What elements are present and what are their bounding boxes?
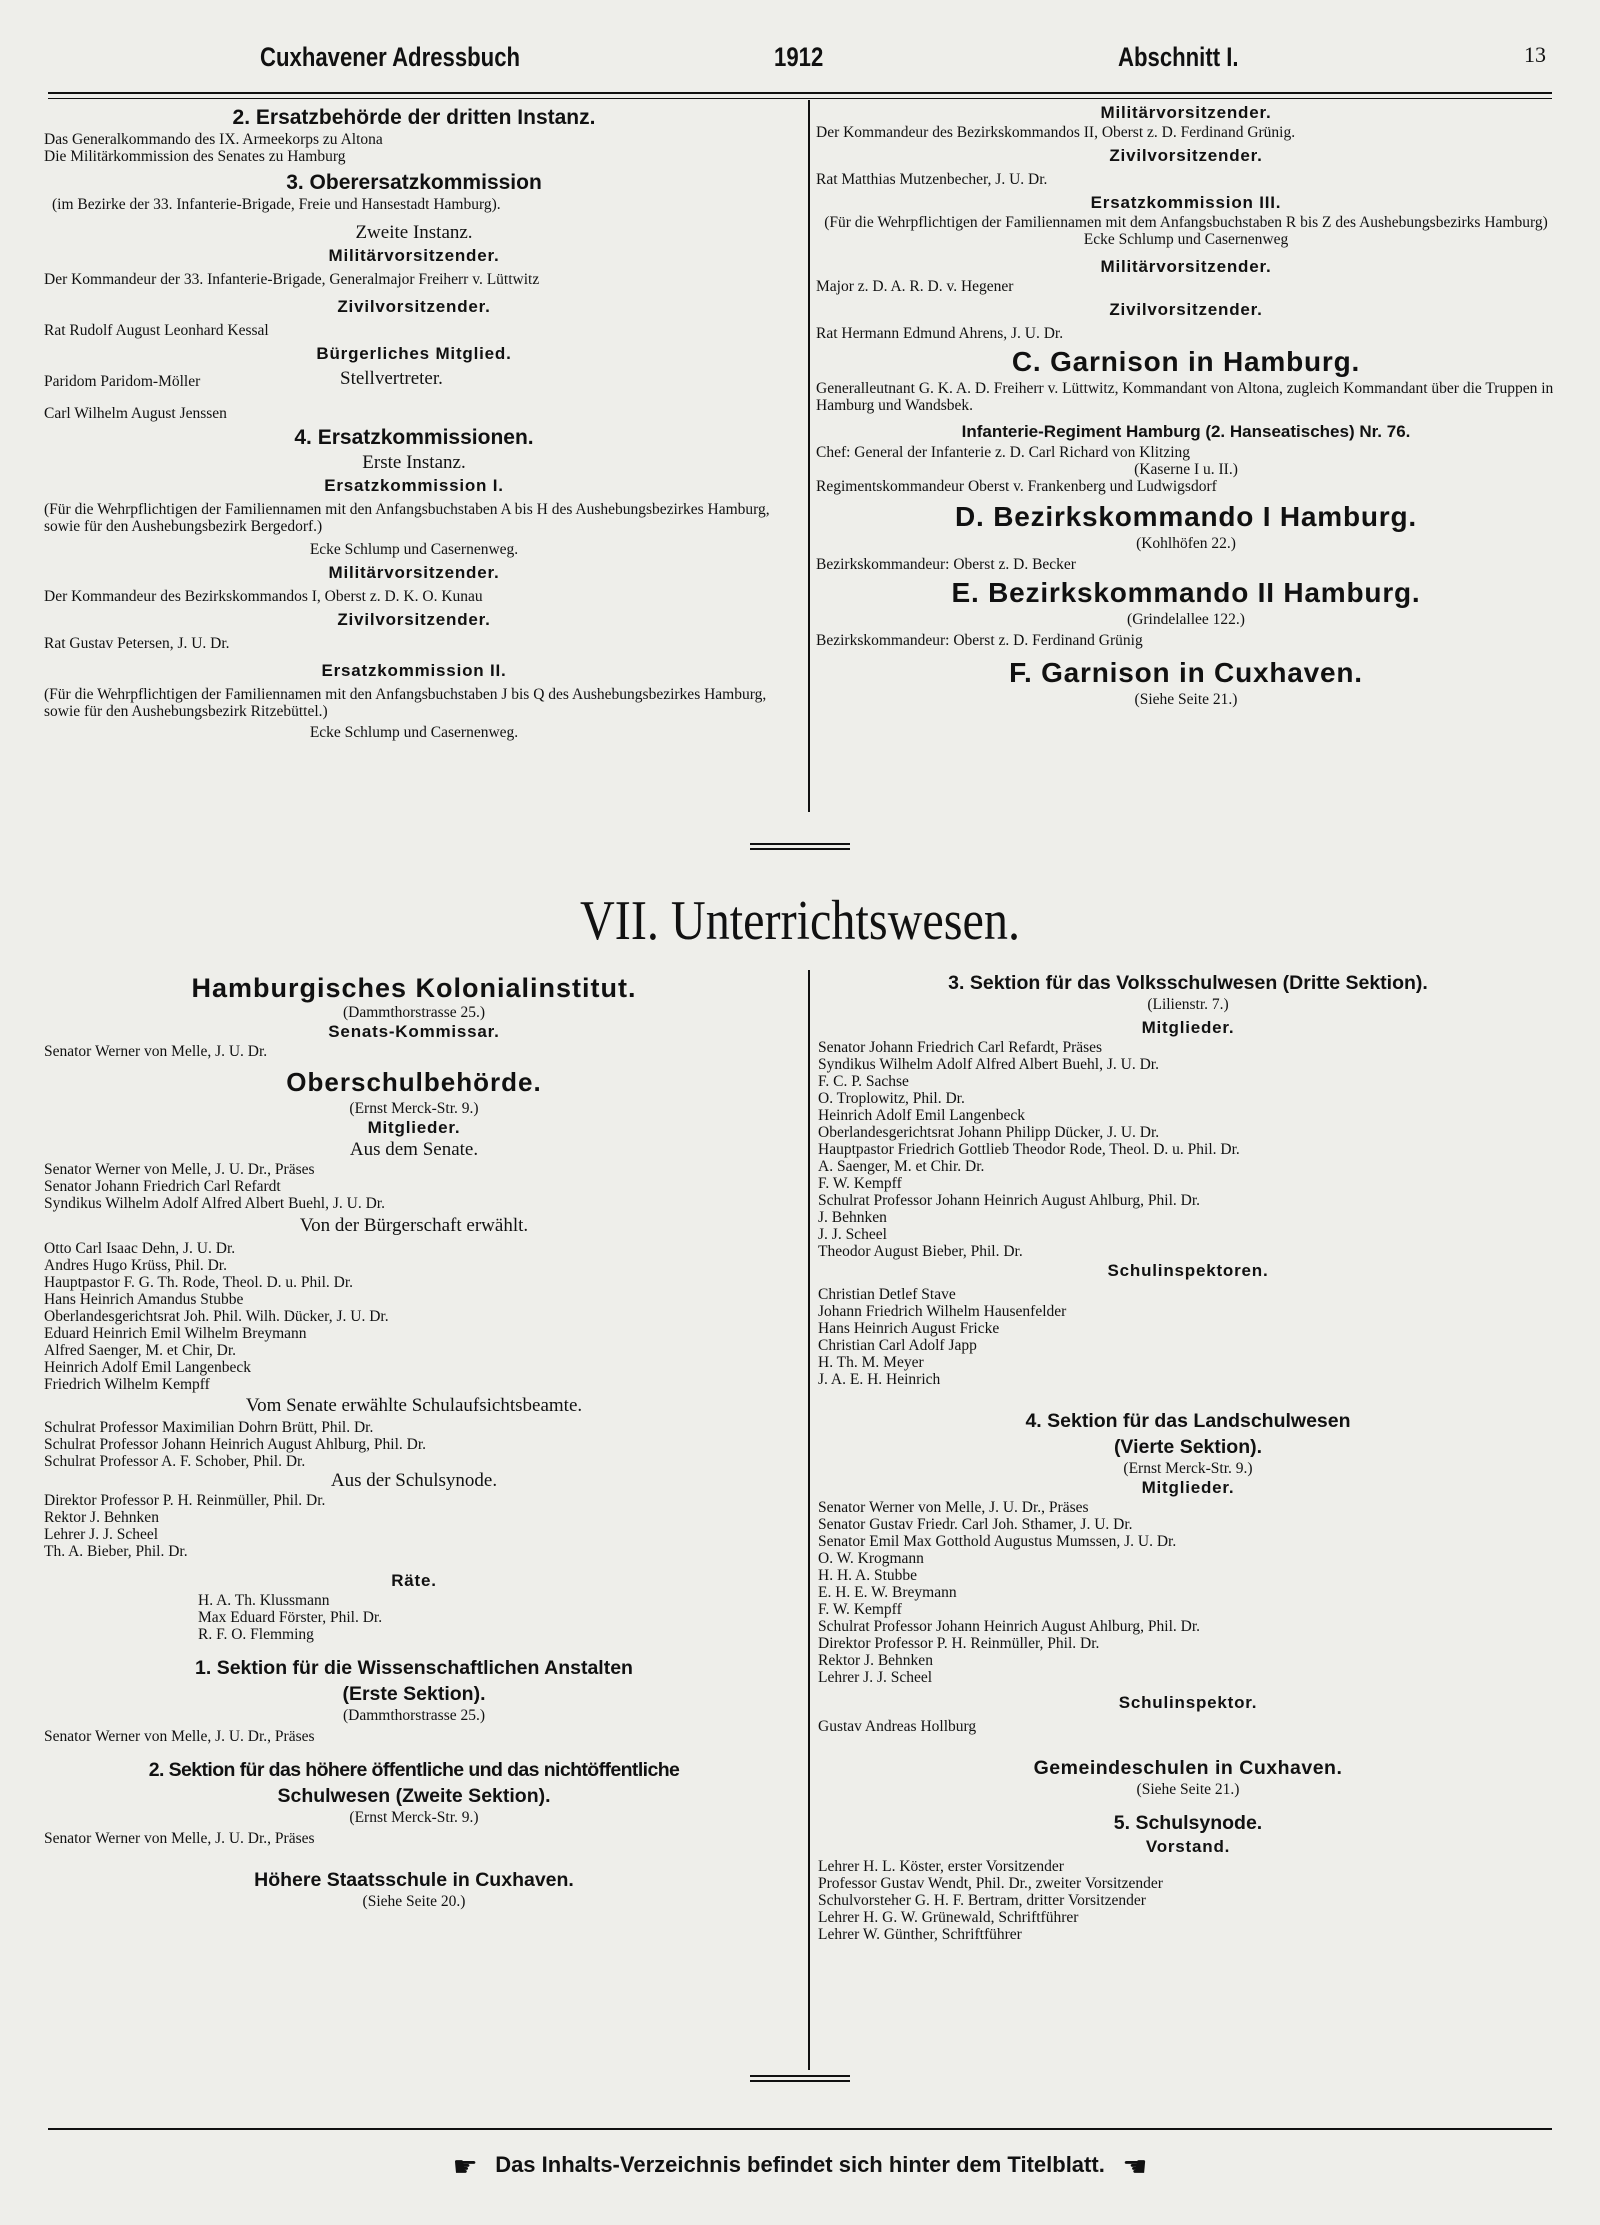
left-column-military <box>44 104 784 741</box>
list-item: F. C. P. Sachse <box>818 1073 909 1090</box>
subheading-schulaufsichtsbeamte: Vom Senate erwählte Schulaufsichtsbeamte. <box>245 1395 583 1416</box>
text-line: Ecke Schlump und Casernenweg. <box>309 541 519 558</box>
label-zivilvorsitzender: Zivilvorsitzender. <box>337 297 491 316</box>
list-item: Schulrat Professor Maximilian Dohrn Brütt, Phil. Dr. <box>44 1419 374 1436</box>
label-vorstand: Vorstand. <box>1145 1837 1231 1856</box>
column-divider-bottom <box>808 970 810 2070</box>
list-item: Hauptpastor Friedrich Gottlieb Theodor Rode, Theol. D. u. Phil. Dr. <box>818 1141 1240 1158</box>
header-rule <box>48 92 1552 94</box>
label-mitglieder: Mitglieder. <box>367 1118 461 1137</box>
heading-sektion-4-sub: (Vierte Sektion). <box>1113 1436 1263 1458</box>
label-ersatzkommission-1: Ersatzkommission I. <box>324 476 504 495</box>
heading-infanterie-regiment: Infanterie-Regiment Hamburg (2. Hanseatisches) Nr. 76. <box>961 422 1411 441</box>
label-ersatzkommission-2: Ersatzkommission II. <box>321 661 507 680</box>
heading-gemeindeschulen: Gemeindeschulen in Cuxhaven. <box>1033 1757 1343 1779</box>
list-item: Senator Gustav Friedr. Carl Joh. Sthamer, J. U. Dr. <box>818 1516 1133 1533</box>
list-item: Heinrich Adolf Emil Langenbeck <box>44 1359 252 1376</box>
label-buergerliches-mitglied: Bürgerliches Mitglied. <box>316 344 512 363</box>
list-item: Hans Heinrich Amandus Stubbe <box>44 1291 244 1308</box>
heading-kolonialinstitut: Hamburgisches Kolonialinstitut. <box>191 973 637 1003</box>
header-rule-thin <box>48 98 1552 99</box>
text-line: Bezirkskommandeur: Oberst z. D. Becker <box>816 556 1076 573</box>
text-line: (Kaserne I u. II.) <box>1134 461 1238 478</box>
label-militaervorsitzender: Militärvorsitzender. <box>328 563 500 582</box>
heading-sektion-2: 2. Sektion für das höhere öffentliche und das nichtöffentliche <box>148 1759 680 1781</box>
header-book-title: Cuxhavener Adressbuch <box>260 42 521 72</box>
pointing-hand-right-icon: ☛ <box>452 2152 478 2183</box>
heading-sektion-1: 1. Sektion für die Wissenschaftlichen Anstalten <box>195 1657 633 1679</box>
text-line: Rat Hermann Edmund Ahrens, J. U. Dr. <box>816 325 1064 342</box>
text-line: Das Generalkommando des IX. Armeekorps zu Altona <box>44 131 383 148</box>
label-stellvertreter: Stellvertreter. <box>340 368 443 389</box>
label-zivilvorsitzender: Zivilvorsitzender. <box>1109 300 1263 319</box>
label-senats-kommissar: Senats-Kommissar. <box>328 1022 500 1041</box>
label-zivilvorsitzender: Zivilvorsitzender. <box>1109 146 1263 165</box>
section-separator <box>750 843 850 850</box>
list-senate <box>44 1161 784 1212</box>
heading-oberschulbehoerde: Oberschulbehörde. <box>286 1067 542 1097</box>
list-item: Lehrer H. L. Köster, erster Vorsitzender <box>818 1858 1064 1875</box>
text-line: (Lilienstr. 7.) <box>1147 996 1229 1013</box>
heading-garnison-cuxhaven: F. Garnison in Cuxhaven. <box>1009 657 1363 688</box>
text-line: Ecke Schlump und Casernenweg <box>1083 231 1289 248</box>
label-mitglieder: Mitglieder. <box>1141 1018 1235 1037</box>
text-line: (Ernst Merck-Str. 9.) <box>349 1809 479 1826</box>
list-item: J. Behnken <box>818 1209 887 1226</box>
subheading-schulsynode: Aus der Schulsynode. <box>330 1470 498 1491</box>
footer-text: Das Inhalts-Verzeichnis befindet sich hinter dem Titelblatt. <box>495 2152 1105 2178</box>
text-line: Der Kommandeur des Bezirkskommandos I, Oberst z. D. K. O. Kunau <box>44 588 483 605</box>
label-militaervorsitzender: Militärvorsitzender. <box>1100 257 1272 276</box>
list-item: Direktor Professor P. H. Reinmüller, Phil. Dr. <box>44 1492 326 1509</box>
column-divider-top <box>808 100 810 812</box>
list-mitglieder-sektion-3 <box>818 1039 1558 1260</box>
label-militaervorsitzender: Militärvorsitzender. <box>1100 103 1272 122</box>
list-item: Senator Emil Max Gotthold Augustus Mumssen, J. U. Dr. <box>818 1533 1177 1550</box>
text-line: Der Kommandeur des Bezirkskommandos II, Oberst z. D. Ferdinand Grünig. <box>816 124 1296 141</box>
list-item: J. A. E. H. Heinrich <box>818 1371 941 1388</box>
heading-oberersatzkommission: 3. Oberersatzkommission <box>286 171 542 194</box>
text-line: Die Militärkommission des Senates zu Hamburg <box>44 148 346 165</box>
list-item: Andres Hugo Krüss, Phil. Dr. <box>44 1257 227 1274</box>
text-line: Senator Werner von Melle, J. U. Dr., Präses <box>44 1728 315 1745</box>
subheading-zweite-instanz: Zweite Instanz. <box>355 222 473 243</box>
subheading-aus-dem-senate: Aus dem Senate. <box>349 1139 479 1160</box>
right-column-education <box>818 970 1558 1943</box>
list-item: Heinrich Adolf Emil Langenbeck <box>818 1107 1026 1124</box>
heading-garnison-hamburg: C. Garnison in Hamburg. <box>1011 346 1361 377</box>
heading-schulsynode: 5. Schulsynode. <box>1113 1812 1263 1834</box>
list-item: Lehrer J. J. Scheel <box>818 1669 933 1686</box>
list-buergerschaft <box>44 1240 784 1393</box>
list-item: Rektor J. Behnken <box>818 1652 933 1669</box>
text-line: (Siehe Seite 21.) <box>1134 691 1238 708</box>
list-item: Schulrat Professor A. F. Schober, Phil. Dr. <box>44 1453 306 1470</box>
label-schulinspektor: Schulinspektor. <box>1118 1693 1258 1712</box>
chapter-title: VII. Unterrichtswesen. <box>580 890 1020 952</box>
list-item: R. F. O. Flemming <box>198 1626 314 1643</box>
list-item: Rektor J. Behnken <box>44 1509 159 1526</box>
text-line: Major z. D. A. R. D. v. Hegener <box>816 278 1014 295</box>
list-item: Max Eduard Förster, Phil. Dr. <box>198 1609 383 1626</box>
label-schulinspektoren: Schulinspektoren. <box>1107 1261 1269 1280</box>
text-line: Paridom Paridom-Möller <box>44 373 201 390</box>
list-item: Lehrer H. G. W. Grünewald, Schriftführer <box>818 1909 1079 1926</box>
list-item: Th. A. Bieber, Phil. Dr. <box>44 1543 188 1560</box>
text-line: (Siehe Seite 20.) <box>362 1893 466 1910</box>
list-item: Theodor August Bieber, Phil. Dr. <box>818 1243 1023 1260</box>
text-paragraph: (Für die Wehrpflichtigen der Familiennamen mit dem Anfangsbuchstaben R bis Z des Aushebungsbezirks Hamburg) <box>824 214 1548 231</box>
list-item: Senator Werner von Melle, J. U. Dr., Präses <box>818 1499 1089 1516</box>
list-schulinspektoren <box>818 1286 1558 1388</box>
list-synode <box>44 1492 784 1560</box>
page-header <box>48 42 1552 82</box>
text-line: (Kohlhöfen 22.) <box>1136 535 1236 552</box>
left-column-education <box>44 972 784 1910</box>
list-item: E. H. E. W. Breymann <box>818 1584 957 1601</box>
heading-ersatzbehoerde: 2. Ersatzbehörde der dritten Instanz. <box>232 106 596 129</box>
text-line: Regimentskommandeur Oberst v. Frankenberg und Ludwigsdorf <box>816 478 1217 495</box>
list-item: Senator Johann Friedrich Carl Refardt <box>44 1178 281 1195</box>
text-line: (Dammthorstrasse 25.) <box>342 1707 486 1724</box>
list-item: Schulrat Professor Johann Heinrich August Ahlburg, Phil. Dr. <box>818 1192 1201 1209</box>
list-item: Friedrich Wilhelm Kempff <box>44 1376 210 1393</box>
page-number: 13 <box>1524 42 1546 67</box>
list-item: O. Troplowitz, Phil. Dr. <box>818 1090 965 1107</box>
header-year: 1912 <box>774 42 824 72</box>
list-vorstand <box>818 1858 1558 1943</box>
list-item: H. A. Th. Klussmann <box>198 1592 330 1609</box>
heading-bezirkskommando-1: D. Bezirkskommando I Hamburg. <box>955 501 1417 532</box>
list-item: Schulrat Professor Johann Heinrich August Ahlburg, Phil. Dr. <box>44 1436 427 1453</box>
list-schulaufsicht <box>44 1419 784 1470</box>
list-item: Schulvorsteher G. H. F. Bertram, dritter Vorsitzender <box>818 1892 1146 1909</box>
label-militaervorsitzender: Militärvorsitzender. <box>328 246 500 265</box>
list-item: O. W. Krogmann <box>818 1550 924 1567</box>
heading-sektion-3: 3. Sektion für das Volksschulwesen (Dritte Sektion). <box>948 972 1428 994</box>
list-item: Hauptpastor F. G. Th. Rode, Theol. D. u. Phil. Dr. <box>44 1274 354 1291</box>
list-item: Syndikus Wilhelm Adolf Alfred Albert Buehl, J. U. Dr. <box>44 1195 385 1212</box>
text-line: (Siehe Seite 21.) <box>1136 1781 1240 1798</box>
list-item: Direktor Professor P. H. Reinmüller, Phil. Dr. <box>818 1635 1100 1652</box>
list-item: F. W. Kempff <box>818 1601 902 1618</box>
list-item: J. J. Scheel <box>818 1226 887 1243</box>
heading-ersatzkommissionen: 4. Ersatzkommissionen. <box>294 426 534 449</box>
list-mitglieder-sektion-4 <box>818 1499 1558 1686</box>
text-line: Chef: General der Infanterie z. D. Carl Richard von Klitzing <box>816 444 1191 461</box>
text-line: Rat Matthias Mutzenbecher, J. U. Dr. <box>816 171 1048 188</box>
list-item: Syndikus Wilhelm Adolf Alfred Albert Buehl, J. U. Dr. <box>818 1056 1159 1073</box>
heading-sektion-4: 4. Sektion für das Landschulwesen <box>1025 1410 1351 1432</box>
text-line: (Grindelallee 122.) <box>1127 611 1245 628</box>
list-item: Johann Friedrich Wilhelm Hausenfelder <box>818 1303 1067 1320</box>
text-paragraph: (Für die Wehrpflichtigen der Familiennamen mit den Anfangsbuchstaben A bis H des Aushebungsbezirkes Hamburg, sowie für den Aushebungsbezirk Bergedorf.) <box>44 501 770 535</box>
label-mitglieder: Mitglieder. <box>1141 1478 1235 1497</box>
label-ersatzkommission-3: Ersatzkommission III. <box>1090 193 1282 212</box>
list-item: Lehrer W. Günther, Schriftführer <box>818 1926 1022 1943</box>
list-item: Oberlandesgerichtsrat Johann Philipp Dücker, J. U. Dr. <box>818 1124 1160 1141</box>
section-separator <box>750 2075 850 2082</box>
list-item: Oberlandesgerichtsrat Joh. Phil. Wilh. Dücker, J. U. Dr. <box>44 1308 389 1325</box>
text-paragraph: Generalleutnant G. K. A. D. Freiherr v. Lüttwitz, Kommandant von Altona, zugleich Kommandant über die Truppen in Hamburg und Wandsbek. <box>816 380 1554 414</box>
text-line: Senator Werner von Melle, J. U. Dr. <box>44 1043 268 1060</box>
list-item: Lehrer J. J. Scheel <box>44 1526 159 1543</box>
text-line: Carl Wilhelm August Jenssen <box>44 405 227 422</box>
pointing-hand-left-icon: ☚ <box>1122 2152 1148 2183</box>
label-zivilvorsitzender: Zivilvorsitzender. <box>337 610 491 629</box>
heading-sektion-2-sub: Schulwesen (Zweite Sektion). <box>277 1785 551 1807</box>
heading-sektion-1-sub: (Erste Sektion). <box>342 1683 486 1705</box>
subheading-buergerschaft: Von der Bürgerschaft erwählt. <box>299 1215 529 1236</box>
list-item: Schulrat Professor Johann Heinrich August Ahlburg, Phil. Dr. <box>818 1618 1201 1635</box>
text-line: (Ernst Merck-Str. 9.) <box>349 1100 479 1117</box>
footer-note <box>0 2150 1600 2184</box>
text-line: Der Kommandeur der 33. Infanterie-Brigade, Generalmajor Freiherr v. Lüttwitz <box>44 271 540 288</box>
heading-bezirkskommando-2: E. Bezirkskommando II Hamburg. <box>951 577 1421 608</box>
text-line: Rat Gustav Petersen, J. U. Dr. <box>44 635 230 652</box>
text-line: (im Bezirke der 33. Infanterie-Brigade, Freie und Hansestadt Hamburg). <box>52 196 501 213</box>
list-item: Senator Johann Friedrich Carl Refardt, Präses <box>818 1039 1103 1056</box>
list-item: Senator Werner von Melle, J. U. Dr., Präses <box>44 1161 315 1178</box>
list-item: Christian Detlef Stave <box>818 1286 956 1303</box>
subheading-erste-instanz: Erste Instanz. <box>362 452 466 473</box>
footer-rule <box>48 2128 1552 2130</box>
text-line: Senator Werner von Melle, J. U. Dr., Präses <box>44 1830 315 1847</box>
list-item: Otto Carl Isaac Dehn, J. U. Dr. <box>44 1240 236 1257</box>
text-line: Bezirkskommandeur: Oberst z. D. Ferdinand Grünig <box>816 632 1143 649</box>
list-item: Hans Heinrich August Fricke <box>818 1320 1000 1337</box>
list-raete <box>44 1592 784 1643</box>
text-line: Ecke Schlump und Casernenweg. <box>309 724 519 741</box>
text-line: Gustav Andreas Hollburg <box>818 1718 977 1735</box>
list-item: F. W. Kempff <box>818 1175 902 1192</box>
list-item: Eduard Heinrich Emil Wilhelm Breymann <box>44 1325 307 1342</box>
text-paragraph: (Für die Wehrpflichtigen der Familiennamen mit den Anfangsbuchstaben J bis Q des Aushebungsbezirkes Hamburg, sowie für den Aushebungsbezirk Ritzebüttel.) <box>44 686 767 720</box>
list-item: A. Saenger, M. et Chir. Dr. <box>818 1158 985 1175</box>
heading-hoehere-staatsschule: Höhere Staatsschule in Cuxhaven. <box>254 1869 574 1891</box>
list-item: H. Th. M. Meyer <box>818 1354 924 1371</box>
header-section: Abschnitt I. <box>1118 42 1239 72</box>
list-item: H. H. A. Stubbe <box>818 1567 918 1584</box>
list-item: Alfred Saenger, M. et Chir, Dr. <box>44 1342 237 1359</box>
list-item: Professor Gustav Wendt, Phil. Dr., zweiter Vorsitzender <box>818 1875 1163 1892</box>
text-line: (Dammthorstrasse 25.) <box>342 1004 486 1021</box>
list-item: Christian Carl Adolf Japp <box>818 1337 977 1354</box>
text-line: Rat Rudolf August Leonhard Kessal <box>44 322 269 339</box>
label-raete: Räte. <box>391 1571 437 1590</box>
right-column-military <box>816 102 1556 708</box>
text-line: (Ernst Merck-Str. 9.) <box>1123 1460 1253 1477</box>
